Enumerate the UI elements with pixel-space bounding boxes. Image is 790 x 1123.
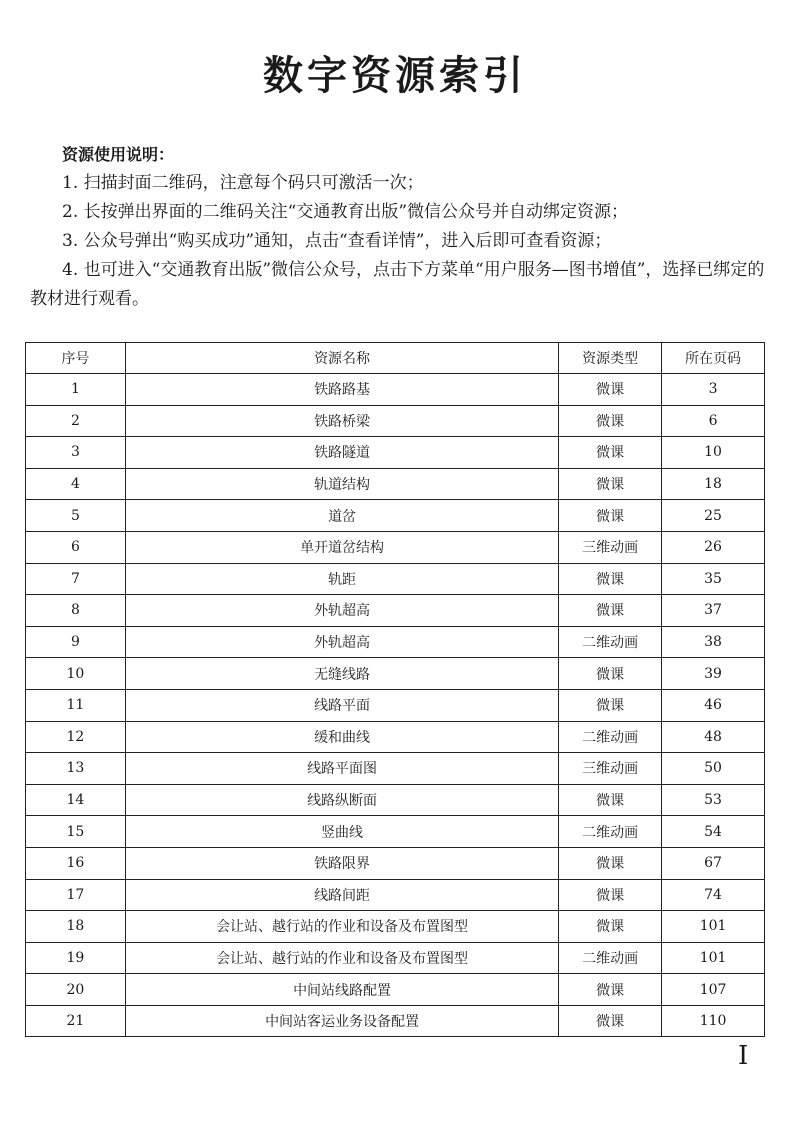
cell-resource-name: 轨距 <box>125 563 558 595</box>
table-row <box>26 942 765 974</box>
cell-resource-name: 线路纵断面 <box>125 784 558 816</box>
table-row <box>26 816 765 848</box>
cell-resource-type: 微课 <box>559 405 662 437</box>
table-row <box>26 689 765 721</box>
cell-number: 4 <box>26 468 126 500</box>
table-row <box>26 847 765 879</box>
cell-resource-name: 铁路限界 <box>125 847 558 879</box>
cell-resource-name: 会让站、越行站的作业和设备及布置图型 <box>125 911 558 943</box>
table-body <box>26 374 765 1037</box>
cell-number: 7 <box>26 563 126 595</box>
cell-resource-name: 轨道结构 <box>125 468 558 500</box>
table-row <box>26 974 765 1006</box>
cell-resource-type: 微课 <box>559 595 662 627</box>
usage-instructions <box>30 140 770 314</box>
cell-page: 54 <box>662 816 765 848</box>
cell-page: 74 <box>662 879 765 911</box>
cell-resource-type: 三维动画 <box>559 531 662 563</box>
page-number: I <box>738 1041 749 1071</box>
table-row <box>26 437 765 469</box>
cell-resource-name: 中间站客运业务设备配置 <box>125 1005 558 1037</box>
cell-number: 18 <box>26 911 126 943</box>
cell-resource-type: 微课 <box>559 911 662 943</box>
cell-resource-name: 铁路隧道 <box>125 437 558 469</box>
cell-page: 50 <box>662 753 765 785</box>
header-page: 所在页码 <box>662 343 765 374</box>
resource-index-table <box>25 342 765 1037</box>
page-title: 数字资源索引 <box>263 53 527 99</box>
cell-resource-type: 微课 <box>559 563 662 595</box>
cell-resource-name: 竖曲线 <box>125 816 558 848</box>
cell-resource-type: 微课 <box>559 500 662 532</box>
cell-page: 101 <box>662 942 765 974</box>
table-row <box>26 374 765 406</box>
table-row <box>26 531 765 563</box>
cell-page: 110 <box>662 1005 765 1037</box>
cell-resource-type: 二维动画 <box>559 721 662 753</box>
cell-resource-name: 铁路路基 <box>125 374 558 406</box>
instructions-heading: 资源使用说明： <box>62 145 175 164</box>
instruction-item: 1. 扫描封面二维码，注意每个码只可激活一次； <box>62 173 424 193</box>
cell-number: 2 <box>26 405 126 437</box>
cell-resource-type: 二维动画 <box>559 816 662 848</box>
cell-resource-name: 单开道岔结构 <box>125 531 558 563</box>
cell-page: 101 <box>662 911 765 943</box>
cell-resource-type: 微课 <box>559 658 662 690</box>
cell-number: 9 <box>26 626 126 658</box>
cell-number: 5 <box>26 500 126 532</box>
cell-resource-name: 会让站、越行站的作业和设备及布置图型 <box>125 942 558 974</box>
cell-page: 48 <box>662 721 765 753</box>
cell-page: 38 <box>662 626 765 658</box>
cell-resource-type: 微课 <box>559 374 662 406</box>
cell-page: 3 <box>662 374 765 406</box>
table-row <box>26 658 765 690</box>
cell-number: 10 <box>26 658 126 690</box>
header-resource-type: 资源类型 <box>559 343 662 374</box>
cell-resource-name: 外轨超高 <box>125 595 558 627</box>
cell-resource-type: 二维动画 <box>559 626 662 658</box>
cell-resource-name: 外轨超高 <box>125 626 558 658</box>
table-row <box>26 500 765 532</box>
cell-page: 46 <box>662 689 765 721</box>
cell-number: 13 <box>26 753 126 785</box>
table-row <box>26 784 765 816</box>
cell-number: 15 <box>26 816 126 848</box>
cell-page: 18 <box>662 468 765 500</box>
table-row <box>26 1005 765 1037</box>
cell-number: 20 <box>26 974 126 1006</box>
cell-page: 10 <box>662 437 765 469</box>
cell-resource-type: 微课 <box>559 437 662 469</box>
cell-resource-name: 线路平面图 <box>125 753 558 785</box>
cell-resource-name: 无缝线路 <box>125 658 558 690</box>
cell-page: 26 <box>662 531 765 563</box>
cell-number: 19 <box>26 942 126 974</box>
cell-page: 37 <box>662 595 765 627</box>
cell-number: 12 <box>26 721 126 753</box>
table-header-row <box>26 343 765 374</box>
cell-resource-type: 微课 <box>559 847 662 879</box>
instruction-item: 4. 也可进入“交通教育出版”微信公众号，点击下方菜单“用户服务—图书增值”，选择已绑定的教材进行观看。 <box>30 260 765 309</box>
header-resource-name: 资源名称 <box>125 343 558 374</box>
cell-page: 6 <box>662 405 765 437</box>
cell-resource-type: 微课 <box>559 879 662 911</box>
table-row <box>26 626 765 658</box>
cell-resource-type: 微课 <box>559 689 662 721</box>
cell-page: 53 <box>662 784 765 816</box>
cell-resource-type: 二维动画 <box>559 942 662 974</box>
cell-page: 67 <box>662 847 765 879</box>
instruction-item: 2. 长按弹出界面的二维码关注“交通教育出版”微信公众号并自动绑定资源； <box>62 202 629 222</box>
cell-resource-name: 中间站线路配置 <box>125 974 558 1006</box>
cell-resource-type: 微课 <box>559 784 662 816</box>
cell-number: 1 <box>26 374 126 406</box>
table-row <box>26 468 765 500</box>
table-row <box>26 911 765 943</box>
cell-resource-type: 微课 <box>559 468 662 500</box>
cell-resource-name: 线路间距 <box>125 879 558 911</box>
cell-page: 107 <box>662 974 765 1006</box>
cell-number: 11 <box>26 689 126 721</box>
cell-page: 25 <box>662 500 765 532</box>
cell-resource-type: 微课 <box>559 1005 662 1037</box>
table-row <box>26 753 765 785</box>
cell-page: 39 <box>662 658 765 690</box>
cell-number: 14 <box>26 784 126 816</box>
table-row <box>26 879 765 911</box>
cell-resource-name: 线路平面 <box>125 689 558 721</box>
cell-resource-type: 微课 <box>559 974 662 1006</box>
cell-resource-name: 缓和曲线 <box>125 721 558 753</box>
header-number: 序号 <box>26 343 126 374</box>
cell-resource-type: 三维动画 <box>559 753 662 785</box>
cell-resource-name: 铁路桥梁 <box>125 405 558 437</box>
cell-resource-name: 道岔 <box>125 500 558 532</box>
cell-number: 8 <box>26 595 126 627</box>
cell-number: 6 <box>26 531 126 563</box>
cell-page: 35 <box>662 563 765 595</box>
cell-number: 3 <box>26 437 126 469</box>
cell-number: 16 <box>26 847 126 879</box>
cell-number: 17 <box>26 879 126 911</box>
table-row <box>26 563 765 595</box>
table-row <box>26 721 765 753</box>
table-row <box>26 405 765 437</box>
instruction-item: 3. 公众号弹出“购买成功”通知，点击“查看详情”，进入后即可查看资源； <box>62 231 612 251</box>
table-row <box>26 595 765 627</box>
cell-number: 21 <box>26 1005 126 1037</box>
